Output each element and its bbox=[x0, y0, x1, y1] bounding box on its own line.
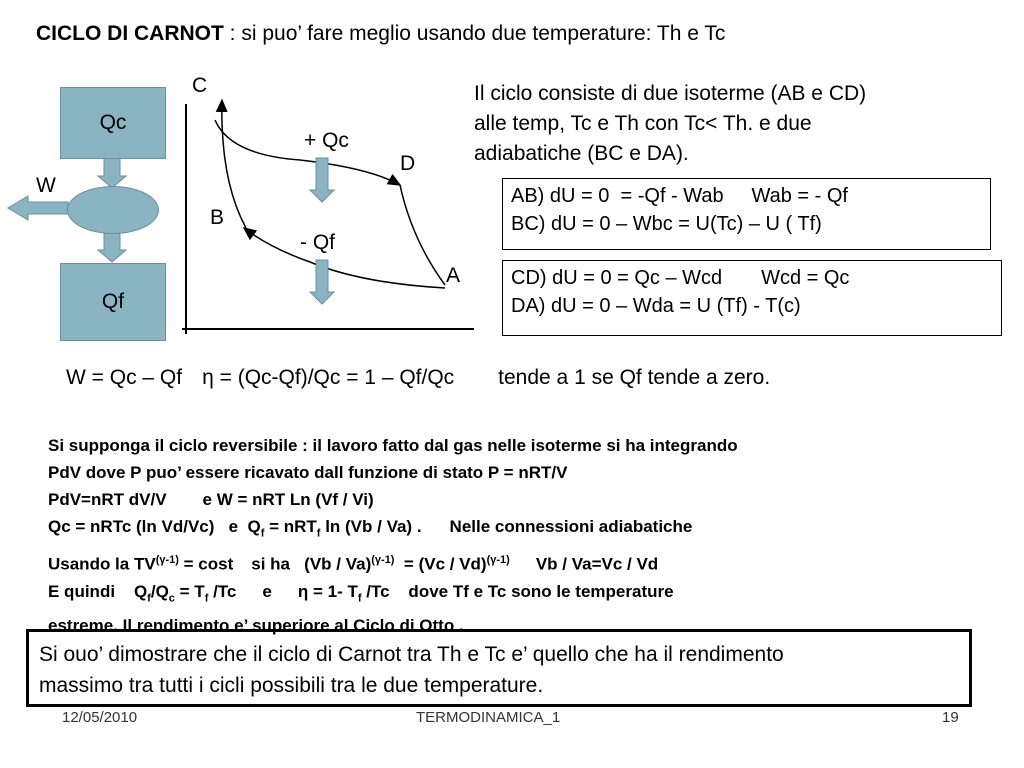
cycle-description bbox=[474, 79, 866, 169]
work-label: W bbox=[36, 174, 56, 197]
footer-date: 12/05/2010 bbox=[62, 709, 138, 726]
equation-cd: CD) dU = 0 = Qc – Wcd Wcd = Qc bbox=[511, 267, 850, 289]
conclusion-line: massimo tra tutti i cicli possibili tra le due temperature. bbox=[39, 674, 544, 697]
heat-out-label: - Qf bbox=[300, 231, 335, 254]
derivation-line: Qc = nRTc (ln Vd/Vc) e $Q_f = nRT_f$ ln (Vb / Va) . Nelle connessioni adiabatiche bbox=[48, 517, 693, 540]
derivation-text bbox=[48, 432, 738, 639]
equation-bc: BC) dU = 0 – Wbc = U(Tc) – U ( Tf) bbox=[511, 213, 822, 235]
description-line: Il ciclo consiste di due isoterme (AB e CD) bbox=[474, 82, 867, 105]
point-a-label: A bbox=[446, 264, 461, 287]
footer-page-number: 19 bbox=[942, 709, 959, 726]
qf-label: Qf bbox=[101, 290, 125, 313]
equations-cd-da-box bbox=[502, 260, 1002, 336]
conclusion-line: Si ouo’ dimostrare che il ciclo di Carnot tra Th e Tc e’ quello che ha il rendimento bbox=[39, 643, 784, 666]
hot-reservoir-box bbox=[60, 87, 166, 159]
efficiency-equation: η = (Qc-Qf)/Qc = 1 – Qf/Qc bbox=[202, 366, 455, 389]
title-bold: CICLO DI CARNOT bbox=[36, 22, 224, 45]
point-c-label: C bbox=[192, 74, 208, 97]
derivation-line: PdV dove P puo’ essere ricavato dall funzione di stato P = nRT/V bbox=[48, 463, 568, 482]
curve-a-to-b bbox=[244, 228, 445, 288]
derivation-line: PdV=nRT dV/V e W = nRT Ln (Vf / Vi) bbox=[48, 490, 374, 509]
description-line: adiabatiche (BC e DA). bbox=[474, 142, 689, 165]
heat-in-label: + Qc bbox=[304, 129, 349, 152]
point-d-label: D bbox=[400, 152, 416, 175]
arrow-heat-out bbox=[310, 260, 334, 304]
engine-ellipse bbox=[67, 186, 159, 234]
equation-da: DA) dU = 0 – Wda = U (Tf) - T(c) bbox=[511, 295, 801, 317]
title-rest: : si puo’ fare meglio usando due temperature: Th e Tc bbox=[223, 22, 726, 45]
arrow-qc-to-engine bbox=[98, 158, 126, 188]
equations-ab-bc-box bbox=[502, 178, 991, 250]
arrow-work-out bbox=[8, 196, 68, 220]
derivation-line: Usando la $TV^{(\gamma-1)} = \cos t$ si ha (Vb / Va)$^{(\gamma-1)}$ = (Vc / Vd)$^{(\gamma-1)}$ Vb / Va=Vc / Vd bbox=[48, 554, 659, 575]
derivation-line: estreme. Il rendimento e’ superiore al Ciclo di Otto . bbox=[48, 616, 464, 636]
cold-reservoir-box bbox=[60, 263, 166, 341]
qc-label: Qc bbox=[99, 111, 127, 134]
derivation-line: Si supponga il ciclo reversibile : il lavoro fatto dal gas nelle isoterme si ha integrando bbox=[48, 436, 738, 455]
curve-b-to-c bbox=[222, 100, 246, 228]
curve-d-to-a bbox=[400, 185, 445, 285]
work-efficiency-line bbox=[66, 366, 770, 390]
derivation-line: E quindi $Q_f/Q_c = T_f$ /Tc e η = 1- $T_f$ /Tc dove Tf e Tc sono le temperature bbox=[48, 582, 674, 605]
conclusion-box bbox=[26, 629, 972, 707]
description-line: alle temp, Tc e Th con Tc< Th. e due bbox=[474, 112, 812, 135]
point-b-label: B bbox=[210, 206, 225, 229]
efficiency-limit: tende a 1 se Qf tende a zero. bbox=[498, 366, 771, 389]
arrow-engine-to-qf bbox=[98, 232, 126, 262]
equation-ab: AB) dU = 0 = -Qf - Wab Wab = - Qf bbox=[511, 185, 848, 207]
footer-course: TERMODINAMICA_1 bbox=[416, 709, 561, 726]
work-equation: W = Qc – Qf bbox=[66, 366, 183, 389]
